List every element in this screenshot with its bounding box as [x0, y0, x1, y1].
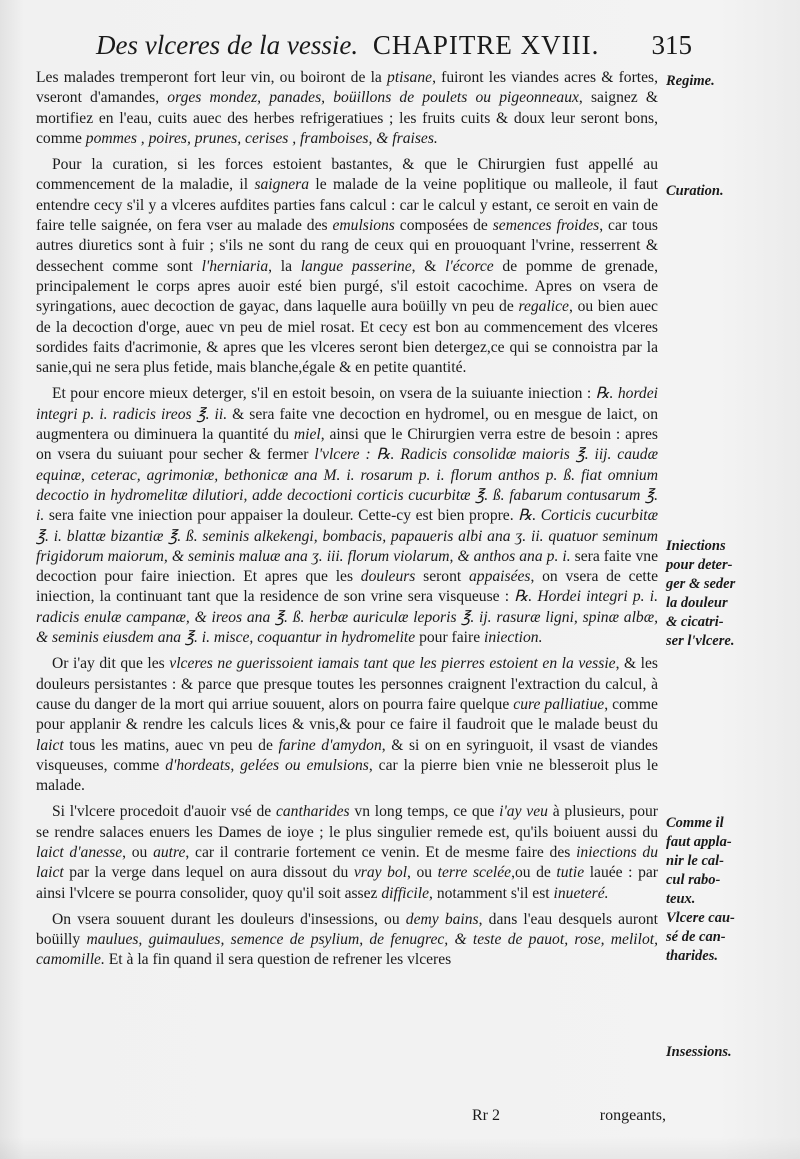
text-run: par la verge dans lequel on aura dissout du — [63, 864, 354, 882]
italic-run: langue passerine — [300, 257, 412, 275]
text-run: , ou — [407, 864, 438, 882]
text-run: Et à la fin quand il sera question de refrener les vlceres — [104, 951, 452, 969]
paragraph — [36, 802, 658, 903]
italic-run: d'hordeats, gelées ou emulsions — [165, 756, 369, 774]
text-run: lauée : par ainsi l'vlcere se pourra consolider, quoy qu'il soit assez — [36, 864, 658, 902]
italic-run: l'vlcere : ℞. Radicis consolidæ maioris ℥. iij. caudæ equinæ, ceterac, agrimoniæ, bethonicæ ana M. i. rosarum p. i. florum anthos p. ß. fiat omnium decoctio in hydromelitæ dilutiori, adde decoctioni corticis cucurbitæ ℥. ß. fabarum contusarum ℥. i. — [36, 446, 658, 525]
signature-mark: Rr 2 — [472, 1107, 500, 1124]
italic-run: inueteré. — [553, 884, 609, 902]
italic-run: vray bol — [353, 864, 408, 882]
italic-run: cantharides — [275, 803, 350, 821]
italic-run: l'herniaria — [201, 257, 269, 275]
margin-note: Iniections pour deter- ger & seder la douleur & cicatri- ser l'vlcere. — [666, 538, 736, 649]
italic-run: laict d'anesse — [36, 843, 123, 861]
text-run: , saignez & mortifiez en l'eau, cuits auec des herbes refrigeratiues ; les fruits cuits & doux leur seront bons, comme — [36, 89, 659, 147]
text-run: Les malades tremperont fort leur vin, ou boiront de la — [36, 69, 388, 86]
italic-run: cure palliatiue — [513, 695, 605, 713]
italic-run: saignera — [254, 176, 310, 194]
running-title: Des vlceres de la vessie. — [96, 30, 359, 60]
italic-run: maulues, guimaulues, semence de psylium, de fenugrec, & teste de pauot, rose, melilot, camomille. — [36, 931, 658, 969]
text-run: , notamment s'il est — [429, 884, 554, 902]
page-footer — [36, 1107, 666, 1137]
italic-run: ptisane — [387, 69, 433, 86]
text-run: le malade de la veine poplitique ou malleole, il faut entendre cecy s'il y a vlceres aufdites parties fans calcul : car le calcul y estant, ce seroit en vain de faire telle saignée, on fera vser au malade des — [36, 176, 658, 235]
italic-run: autre — [153, 843, 186, 861]
paragraph — [36, 654, 658, 796]
text-run: pour faire — [415, 629, 485, 647]
margin-note: Comme il faut appla- nir le cal- cul rabo- teux. — [666, 815, 732, 907]
text-run: , ainsi que le Chirurgien verra estre de besoin : apres on vsera du suiuant pour secher & fermer — [36, 426, 658, 464]
italic-run: laict — [36, 736, 64, 754]
text-run: seront — [415, 568, 469, 586]
text-run: composées de — [394, 217, 493, 235]
italic-run: i'ay veu — [499, 803, 548, 821]
text-run: , car la pierre bien vnie ne blesseroit plus le malade. — [36, 756, 659, 795]
body-text — [36, 68, 658, 977]
italic-run: pommes , poires, prunes, cerises , framboises, & fraises. — [85, 129, 438, 147]
text-run: , dans l'eau desquels auront boüilly — [36, 910, 658, 949]
page-header — [96, 30, 692, 70]
text-run: Or i'ay dit que les — [52, 655, 170, 673]
paragraph — [36, 384, 658, 648]
text-run: , on vsera de cette iniection, la continuant tant que la residence de son vrine sera visqueuse : — [36, 568, 659, 606]
text-run: , comme pour applanir & rendre les calculs lices & vnis,& pour ce faire il faudroit que le malade beust du — [36, 695, 658, 734]
text-run: Pour la curation, si les forces estoient bastantes, & que le Chirurgien fust appellé au commencement de la maladie, il — [36, 156, 658, 194]
italic-run: tutie — [556, 864, 585, 882]
text-run: , car tous autres diuretics sont à fuir ; s'ils ne sont du rang de ceux qui en prouoquant l'vrine, resserrent & dessechent comme sont — [36, 217, 658, 275]
text-run: à plusieurs, pour se rendre salaces enuers les Dames de ioye ; le plus singulier remede est, qu'ils boiuent aussi du — [36, 803, 658, 841]
italic-run: vlceres ne guerissoient iamais tant que les pierres estoient en la vessie — [169, 655, 616, 673]
margin-note: Insessions. — [666, 1044, 732, 1060]
text-run: , & si on en syringuoit, il vsast de viandes visqueuses, comme — [36, 736, 658, 774]
paragraph — [36, 155, 658, 378]
text-run: , fuiront les viandes acres & fortes, vseront d'amandes, — [36, 69, 658, 107]
text-run: Si l'vlcere procedoit d'auoir vsé de — [52, 803, 276, 821]
page-number: 315 — [651, 30, 692, 60]
paragraph — [36, 910, 658, 971]
italic-run: orges mondez, panades, boüillons de poulets ou pigeonneaux — [167, 89, 579, 107]
italic-run: l'écorce — [445, 257, 494, 275]
text-run: , ou — [122, 843, 154, 861]
text-run: & sera faite vne decoction en hydromel, ou en mesgue de laict, on augmentera ou diminuera la quantité du — [36, 405, 658, 444]
text-run: On vsera souuent durant les douleurs d'insessions, ou — [52, 910, 406, 928]
margin-note: Regime. — [666, 73, 715, 89]
italic-run: terre scelée — [437, 864, 512, 882]
text-run: , la — [268, 257, 301, 275]
italic-run: iniection. — [484, 629, 543, 647]
italic-run: ℞. Hordei integri p. i. radicis enulæ campanæ, & ireos ana ℥. ß. herbæ auriculæ leporis ℥. ij. rasuræ ligni, spinæ albæ, & seminis eiusdem ana ℥. i. misce, coquantur in hydromelite — [36, 588, 658, 647]
italic-run: iniections du laict — [36, 843, 658, 882]
text-run: Et pour encore mieux deterger, s'il en estoit besoin, on vsera de la suiuante iniection : — [52, 385, 596, 403]
text-run: , car il contrarie fortement ce venin. Et de mesme faire des — [185, 843, 577, 861]
text-run: sera faite vne iniection pour appaiser la douleur. Cette-cy est bien propre. — [44, 507, 519, 525]
margin-note: Curation. — [666, 183, 724, 199]
italic-run: demy bains — [405, 910, 479, 928]
italic-run: farine d'amydon — [278, 736, 382, 754]
italic-run: ℞. hordei integri p. i. radicis ireos ℥. ii. — [36, 385, 658, 423]
catchword: rongeants, — [599, 1107, 666, 1124]
italic-run: appaisées — [468, 568, 531, 586]
italic-run: emulsions — [332, 217, 395, 235]
italic-run: douleurs — [360, 568, 416, 586]
text-run: , ou bien auec de la decoction d'orge, auec vn peu de miel rosat. Et cecy est bon au commencement des vlceres sordides faits d'acrimonie, & apres que les vlceres seront bien detergez,ce qui se connoistra par la sanie,qui ne sera plus fetide, mais blanche,égale & en petite quantité. — [36, 298, 658, 377]
paragraph — [36, 68, 658, 149]
text-run: , & — [411, 257, 446, 275]
margin-note: Vlcere cau- sé de can- tharides. — [666, 910, 735, 964]
italic-run: miel — [293, 426, 321, 444]
text-run: vn long temps, ce que — [349, 803, 500, 821]
italic-run: difficile — [381, 884, 430, 902]
italic-run: ℞. Corticis cucurbitæ ℥. i. blattæ bizantiæ ℥. ß. seminis alkekengi, bombacis, papaueris albi ana ʒ. ii. quatuor seminum frigidorum maiorum, & seminis maluæ ana ʒ. iii. florum violarum, & anthos ana p. i. — [36, 507, 659, 565]
italic-run: regalice — [518, 298, 569, 316]
text-run: tous les matins, auec vn peu de — [63, 736, 279, 754]
text-run: sera faite vne decoction pour faire iniection. Et apres que les — [36, 547, 659, 586]
text-run: de pomme de grenade, principalement le corps apres auoir esté bien purgé, s'il estoit cacochime. Apres on vsera de syringations, auec decoction de gayac, dans laquelle aura boüilly vn peu de — [36, 257, 658, 316]
chapter-title: CHAPITRE XVIII. — [372, 30, 600, 60]
text-run: ,ou de — [511, 864, 557, 882]
italic-run: semences froides — [492, 217, 600, 235]
text-run: , & les douleurs persistantes : & parce que presque toutes les personnes craignent l'extraction du calcul, à cause du danger de la mort qui arriue souuent, alors on pourra faire quelque — [36, 655, 658, 713]
page-shadow — [0, 1137, 800, 1159]
